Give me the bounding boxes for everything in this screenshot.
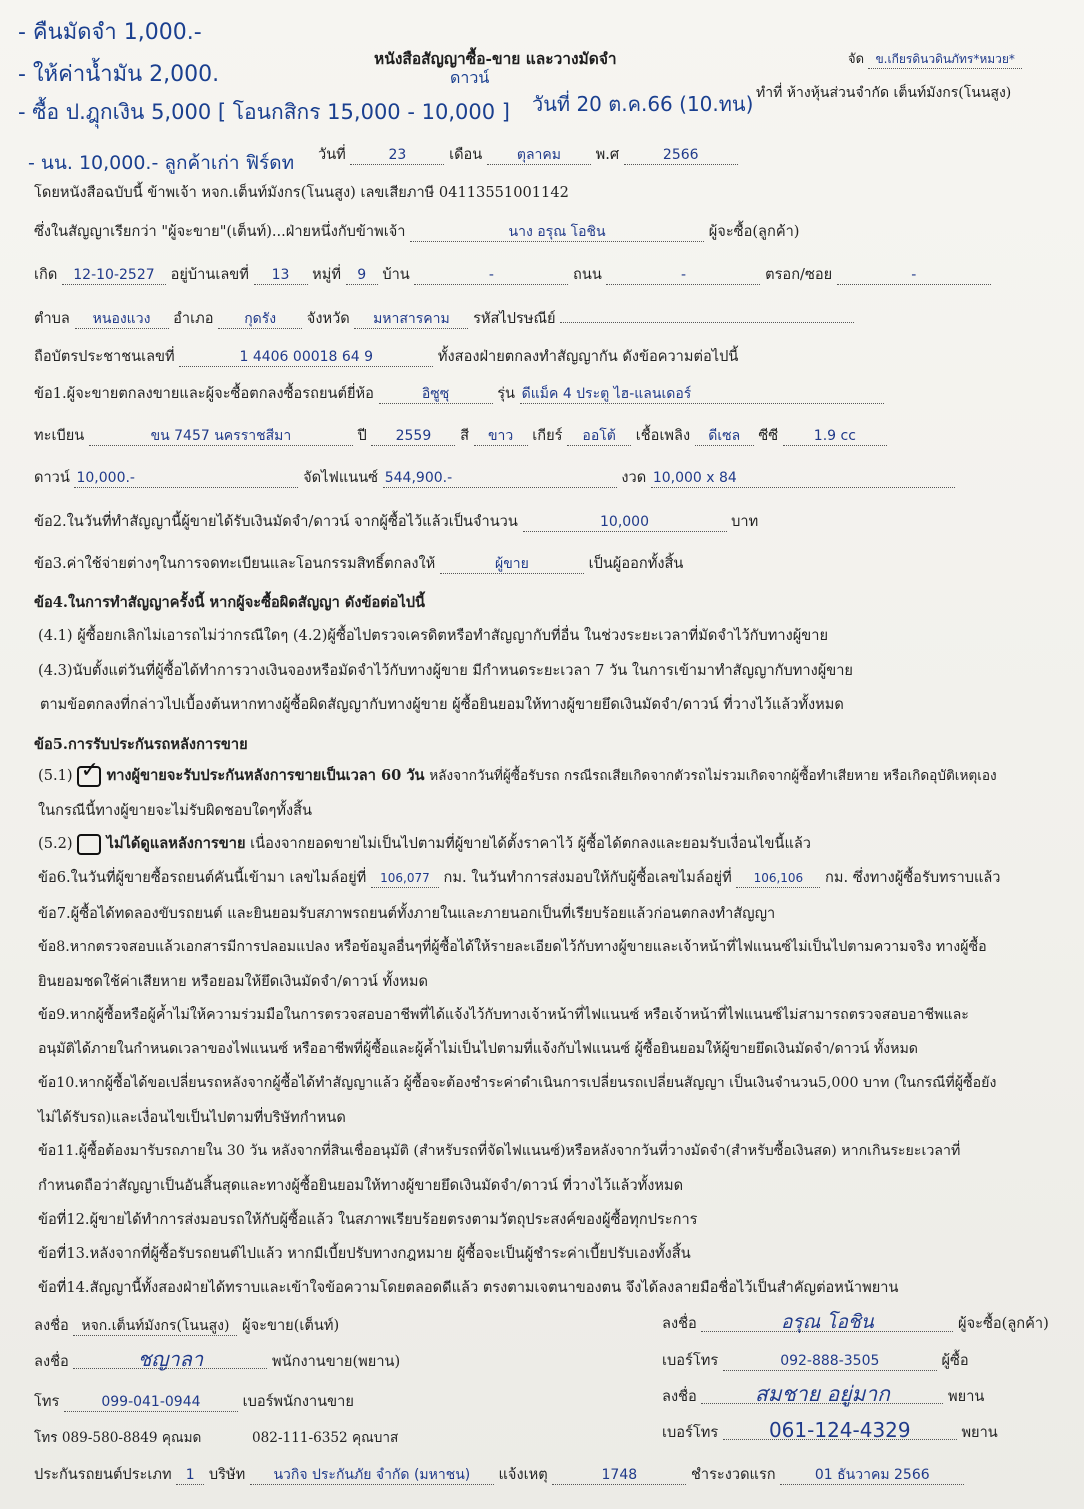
year-label: พ.ศ: [595, 146, 620, 163]
road: -: [606, 267, 760, 285]
amphoe-label: อำเภอ: [173, 310, 214, 327]
first-payment-label: ชำระงวดแรก: [690, 1466, 776, 1483]
notify-number: 1748: [552, 1467, 686, 1485]
note-purchase: - ซื้อ ป.ฎุกเงิน 5,000 [ โอนกสิกร 15,000 - 10,000 ]: [18, 100, 510, 124]
car-model: ดีแม็ค 4 ประตู ไฮ-แลนเดอร์: [520, 386, 884, 404]
model-label: รุ่น: [497, 385, 516, 402]
finance-amount: 544,900.-: [383, 470, 617, 488]
clause10: ข้อ10.หากผู้ซื้อได้ขอเปลี่ยนรถหลังจากผู้ซื้อได้ทำสัญญาแล้ว ผู้ซื้อจะต้องชำระค่าดำเนินการเปลี่ยนรถเปลี่ยนสัญญา เป็นเงินจำนวน5,000 บาท (ในกรณีที่ผู้ซื้อยัง: [38, 1075, 997, 1091]
seller-role: ผู้จะขาย(เต็นท์): [242, 1317, 340, 1334]
buyer-role: ผู้จะซื้อ(ลูกค้า): [708, 223, 800, 240]
intro-line: โดยหนังสือฉบับนี้ ข้าพเจ้า หจก.เต็นท์มังกร(โนนสูง) เลขเสียภาษี 04113551001142: [34, 184, 569, 201]
fuel-label: เชื้อเพลิง: [635, 427, 691, 444]
mileage-in: 106,077: [371, 870, 439, 888]
born-date: 12-10-2527: [62, 267, 166, 285]
soi-label: ตรอก/ซอย: [765, 266, 833, 283]
car-gear: ออโต้: [567, 428, 631, 446]
witness-phone-line: [662, 1418, 998, 1444]
clause5-1-prefix: (5.1): [38, 767, 73, 784]
insurance-line: [34, 1463, 964, 1486]
warranty-checkbox[interactable]: [77, 757, 101, 787]
note-down-word: ดาวน์: [450, 68, 490, 87]
sign-label-witness: ลงชื่อ: [662, 1388, 697, 1405]
sales-phone: 099-041-0944: [64, 1394, 238, 1412]
postal-label: รหัสไปรษณีย์: [473, 310, 556, 327]
clause3-tail: เป็นผู้ออกทั้งสิ้น: [588, 555, 684, 572]
address-line-1: [34, 263, 991, 286]
moo-label: หมู่ที่: [312, 266, 342, 283]
tel-label: โทร: [34, 1393, 60, 1410]
installment-label: งวด: [621, 469, 647, 486]
village-label: บ้าน: [382, 266, 410, 283]
born-label: เกิด: [34, 266, 58, 283]
payment-line: [34, 466, 955, 489]
amphoe: กุดรัง: [218, 311, 302, 329]
buyer-signature-line: [662, 1312, 1049, 1335]
car-color: ขาว: [474, 428, 528, 446]
note-date: วันที่ 20 ต.ค.66 (10.ทน): [532, 92, 754, 116]
clause5-2: [38, 832, 811, 855]
down-label: ดาวน์: [34, 469, 70, 486]
buyer-role-sign: ผู้จะซื้อ(ลูกค้า): [958, 1315, 1049, 1332]
witness-phone: 061-124-4329: [723, 1422, 957, 1440]
date-day: 23: [350, 147, 444, 165]
car-year: 2559: [371, 428, 455, 446]
clause3-line: [34, 552, 683, 575]
witness-signature-line: [662, 1382, 985, 1408]
color-label: สี: [460, 427, 469, 444]
clause4-3: (4.3)นับตั้งแต่วันที่ผู้ซื้อได้ทำการวางเงินจองหรือมัดจำไว้กับทางผู้ขาย มีกำหนดระยะเวลา 7 วัน ในการเข้ามาทำสัญญากับทางผู้ขาย: [38, 662, 853, 679]
village: -: [414, 267, 568, 285]
road-label: ถนน: [573, 266, 602, 283]
sales-phone-role: เบอร์พนักงานขาย: [242, 1393, 354, 1410]
id-line: [34, 345, 738, 368]
phone-label-buyer: เบอร์โทร: [662, 1352, 719, 1369]
clause4-1: (4.1) ผู้ซื้อยกเลิกไม่เอารถไม่ว่ากรณีใดๆ (4.2)ผู้ซื้อไปตรวจเครดิตหรือทำสัญญากับที่อื่น ในช่วงระยะเวลาที่มัดจำไว้กับทางผู้ขาย: [38, 627, 828, 644]
issuer-line: [848, 48, 1022, 69]
agree-text: ทั้งสองฝ่ายตกลงทำสัญญากัน ดังข้อความต่อไปนี้: [437, 348, 739, 365]
gear-label: เกียร์: [532, 427, 563, 444]
installment: 10,000 x 84: [651, 470, 955, 488]
clause6-b: กม. ในวันทำการส่งมอบให้กับผู้ซื้อเลขไมล์อยู่ที่: [443, 869, 732, 886]
tambon: หนองแวง: [75, 311, 169, 329]
car-cc: 1.9 cc: [783, 428, 887, 446]
notify-label: แจ้งเหตุ: [498, 1466, 548, 1483]
reg-label: ทะเบียน: [34, 427, 85, 444]
date-label: วันที่: [318, 146, 346, 163]
date-line: [318, 143, 738, 166]
document-title: หนังสือสัญญาซื้อ-ขาย และวางมัดจำ: [374, 49, 617, 68]
salesperson-signature: ชญาลา: [73, 1351, 267, 1369]
clause2-text: ข้อ2.ในวันที่ทำสัญญานี้ผู้ขายได้รับเงินมัดจำ/ดาวน์ จากผู้ซื้อไว้แล้วเป็นจำนวน: [34, 513, 518, 530]
sign-label-seller: ลงชื่อ: [34, 1317, 69, 1334]
id-label: ถือบัตรประชาชนเลขที่: [34, 348, 175, 365]
clause5-1: [38, 757, 997, 787]
buyer-phone-line: [662, 1349, 969, 1372]
note-customer: - นน. 10,000.- ลูกค้าเก่า ฟิร์ดท: [28, 152, 295, 174]
id-number: 1 4406 00018 64 9: [179, 349, 433, 367]
clause5-2-rest: เนื่องจากยอดขายไม่เป็นไปตามที่ผู้ขายได้ตั้งราคาไว้ ผู้ซื้อได้ตกลงและยอมรับเงื่อนไขนี้แล้ว: [250, 835, 811, 852]
insurance-company-label: บริษัท: [208, 1466, 246, 1483]
clause4-3b: ตามข้อตกลงที่กล่าวไปเบื้องต้นหากทางผู้ซื้อผิดสัญญากับทางผู้ขาย ผู้ซื้อยินยอมให้ทางผู้ขายยึดเงินมัดจำ/ดาวน์ ที่วางไว้แล้วทั้งหมด: [40, 696, 844, 713]
issuer-value: ข.เกียรดินวดินภัทร*หมวย*: [868, 51, 1022, 69]
cc-label: ซีซี: [758, 427, 779, 444]
buyer-phone: 092-888-3505: [723, 1353, 937, 1371]
buyer-name: นาง อรุณ โอชิน: [410, 224, 704, 242]
insurance-type-label: ประกันรถยนต์ประเภท: [34, 1466, 172, 1483]
year-label-car: ปี: [357, 427, 367, 444]
seller-name: หจก.เต็นท์มังกร(โนนสูง): [73, 1318, 237, 1336]
salesperson-signature-line: [34, 1347, 401, 1373]
clause8b: ยินยอมชดใช้ค่าเสียหาย หรือยอมให้ยึดเงินมัดจำ/ดาวน์ ทั้งหมด: [38, 973, 429, 990]
vehicle-line: [34, 424, 887, 447]
clause1-line: [34, 382, 884, 405]
phone-label-witness: เบอร์โทร: [662, 1424, 719, 1441]
clause6-a: ข้อ6.ในวันที่ผู้ขายซื้อรถยนต์คันนี้เข้ามา เลขไมล์อยู่ที่: [38, 869, 367, 886]
sales-phone-line: [34, 1390, 354, 1413]
clause1-text: ข้อ1.ผู้จะขายตกลงขายและผู้จะซื้อตกลงซื้อรถยนต์ยี่ห้อ: [34, 385, 374, 402]
deposit-amount: 10,000: [523, 514, 727, 532]
buyer-phone-role: ผู้ซื้อ: [941, 1352, 969, 1369]
insurance-type: 1: [176, 1467, 204, 1485]
salesperson-role: พนักงานขาย(พยาน): [272, 1353, 401, 1370]
clause9b: อนุมัติได้ภายในกำหนดเวลาของไฟแนนซ์ หรืออาชีพที่ผู้ซื้อและผู้ค้ำไม่เป็นไปตามที่แจ้งกับไฟแนนซ์ ผู้ซื้อยินยอมให้ผู้ขายยึดเงินมัดจำ/ดาวน์ ทั้งหมด: [38, 1041, 919, 1057]
clause5-1-rest: หลังจากวันที่ผู้ซื้อรับรถ กรณีรถเสียเกิดจากตัวรถไม่รวมเกิดจากผู้ซื้อทำเสียหาย หรือเกิดอุบัติเหตุเอง: [429, 768, 997, 784]
witness-phone-role: พยาน: [961, 1424, 998, 1441]
clause5-2-bold: ไม่ได้ดูแลหลังการขาย: [106, 835, 246, 852]
clause9: ข้อ9.หากผู้ซื้อหรือผู้ค้ำไม่ให้ความร่วมมือในการตรวจสอบอาชีพที่ได้แจ้งไว้กับทางเจ้าหน้าที่ไฟแนนซ์ หรือเจ้าหน้าที่ไฟแนนซ์ไม่สามารถตรวจสอบอาชีพและ: [38, 1007, 969, 1023]
clause6-c: กม. ซึ่งทางผู้ซื้อรับทราบแล้ว: [825, 869, 1001, 886]
house-label: อยู่บ้านเลขที่: [170, 266, 249, 283]
clause11b: กำหนดถือว่าสัญญาเป็นอันสิ้นสุดและทางผู้ซื้อยินยอมให้ทางผู้ขายยึดเงินมัดจำ/ดาวน์ ที่วางไว้แล้วทั้งหมด: [38, 1177, 684, 1194]
province-label: จังหวัด: [306, 310, 350, 327]
seller-text: ซึ่งในสัญญาเรียกว่า "ผู้จะขาย"(เต็นท์)...ฝ่ายหนึ่งกับข้าพเจ้า: [34, 223, 406, 240]
sign-label-sales: ลงชื่อ: [34, 1353, 69, 1370]
clause5-2-prefix: (5.2): [38, 835, 73, 852]
seller-signature-line: [34, 1314, 339, 1337]
clause10b: ไม่ได้รับรถ)และเงื่อนไขเป็นไปตามที่บริษัทกำหนด: [38, 1109, 346, 1126]
clause4-title: ข้อ4.ในการทำสัญญาครั้งนี้ หากผู้จะซื้อผิดสัญญา ดังข้อต่อไปนี้: [34, 594, 426, 611]
note-fuel: - ให้ค่าน้ำมัน 2,000.: [18, 62, 220, 87]
down-payment: 10,000.-: [74, 470, 298, 488]
clause6: [38, 866, 1001, 889]
buyer-line: [34, 220, 799, 243]
date-month: ตุลาคม: [487, 147, 591, 165]
registration: ขน 7457 นครราชสีมา: [89, 428, 353, 446]
clause8: ข้อ8.หากตรวจสอบแล้วเอกสารมีการปลอมแปลง หรือข้อมูลอื่นๆที่ผู้ซื้อได้ให้รายละเอียดไว้กับทางผู้ขายและเจ้าหน้าที่ไฟแนนซ์ไม่เป็นไปตามความจริง ทางผู้ซื้อ: [38, 939, 987, 955]
mileage-out: 106,106: [736, 870, 820, 888]
clause5-title: ข้อ5.การรับประกันรถหลังการขาย: [34, 736, 248, 753]
office-phone-2: 082-111-6352 คุณบาส: [252, 1430, 399, 1446]
office-phone-1: โทร 089-580-8849 คุณมด: [34, 1430, 202, 1446]
insurance-company: นวกิจ ประกันภัย จำกัด (มหาชน): [250, 1467, 494, 1485]
date-year: 2566: [624, 147, 738, 165]
sign-label-buyer: ลงชื่อ: [662, 1315, 697, 1332]
moo: 9: [346, 267, 378, 285]
check-mark-icon: ✓: [80, 757, 100, 783]
clause13: ข้อที่13.หลังจากที่ผู้ซื้อรับรถยนต์ไปแล้ว หากมีเบี้ยปรับทางกฎหมาย ผู้ซื้อจะเป็นผู้ชำระค่าเบี้ยปรับเองทั้งสิ้น: [38, 1245, 691, 1262]
witness-role: พยาน: [948, 1388, 985, 1405]
witness-signature: สมชาย อยู่มาก: [701, 1386, 943, 1404]
soi: -: [837, 267, 991, 285]
clause5-1-tail: ในกรณีนี้ทางผู้ขายจะไม่รับผิดชอบใดๆทั้งสิ้น: [38, 802, 312, 819]
postal-code: [560, 305, 854, 323]
province: มหาสารคาม: [354, 311, 468, 329]
no-warranty-checkbox[interactable]: [77, 834, 101, 855]
clause14: ข้อที่14.สัญญานี้ทั้งสองฝ่ายได้ทราบและเข้าใจข้อความโดยตลอดดีแล้ว ตรงตามเจตนาของตน จึงได้ลงลายมือชื่อไว้เป็นสำคัญต่อหน้าพยาน: [38, 1279, 899, 1296]
buyer-signature: อรุณ โอชิน: [701, 1314, 953, 1332]
clause7: ข้อ7.ผู้ซื้อได้ทดลองขับรถยนต์ และยินยอมรับสภาพรถยนต์ทั้งภายในและภายนอกเป็นที่เรียบร้อยแล้วก่อนตกลงทำสัญญา: [38, 905, 776, 922]
car-brand: อิซูซุ: [379, 386, 493, 404]
month-label: เดือน: [449, 146, 483, 163]
clause5-1-bold: ทางผู้ขายจะรับประกันหลังการขายเป็นเวลา 60 วัน: [106, 767, 425, 784]
tambon-label: ตำบล: [34, 310, 70, 327]
clause11: ข้อ11.ผู้ซื้อต้องมารับรถภายใน 30 วัน หลังจากที่สินเชื่ออนุมัติ (สำหรับรถที่จัดไฟแนนซ์)หรือหลังจากวันที่วางมัดจำ(สำหรับซื้อเงินสด) หากเกินระยะเวลาที่: [38, 1143, 961, 1159]
clause2-line: [34, 510, 758, 533]
car-fuel: ดีเซล: [695, 428, 754, 446]
address-line-2: [34, 305, 854, 330]
clause12: ข้อที่12.ผู้ขายได้ทำการส่งมอบรถให้กับผู้ซื้อแล้ว ในสภาพเรียบร้อยตรงตามวัตถุประสงค์ของผู้ซื้อทุกประการ: [38, 1211, 698, 1228]
clause3-text: ข้อ3.ค่าใช้จ่ายต่างๆในการจดทะเบียนและโอนกรรมสิทธิ์ตกลงให้: [34, 555, 436, 572]
deposit-unit: บาท: [731, 513, 759, 530]
house-no: 13: [254, 267, 308, 285]
first-payment: 01 ธันวาคม 2566: [780, 1467, 964, 1485]
note-refund: - คืนมัดจำ 1,000.-: [18, 20, 202, 45]
finance-label: จัดไฟแนนซ์: [303, 469, 379, 486]
made-at: ทำที่ ห้างหุ้นส่วนจำกัด เต็นท์มังกร(โนนสูง): [756, 85, 1012, 101]
fee-payer: ผู้ขาย: [440, 556, 584, 574]
issuer-label: จัด: [848, 52, 865, 67]
